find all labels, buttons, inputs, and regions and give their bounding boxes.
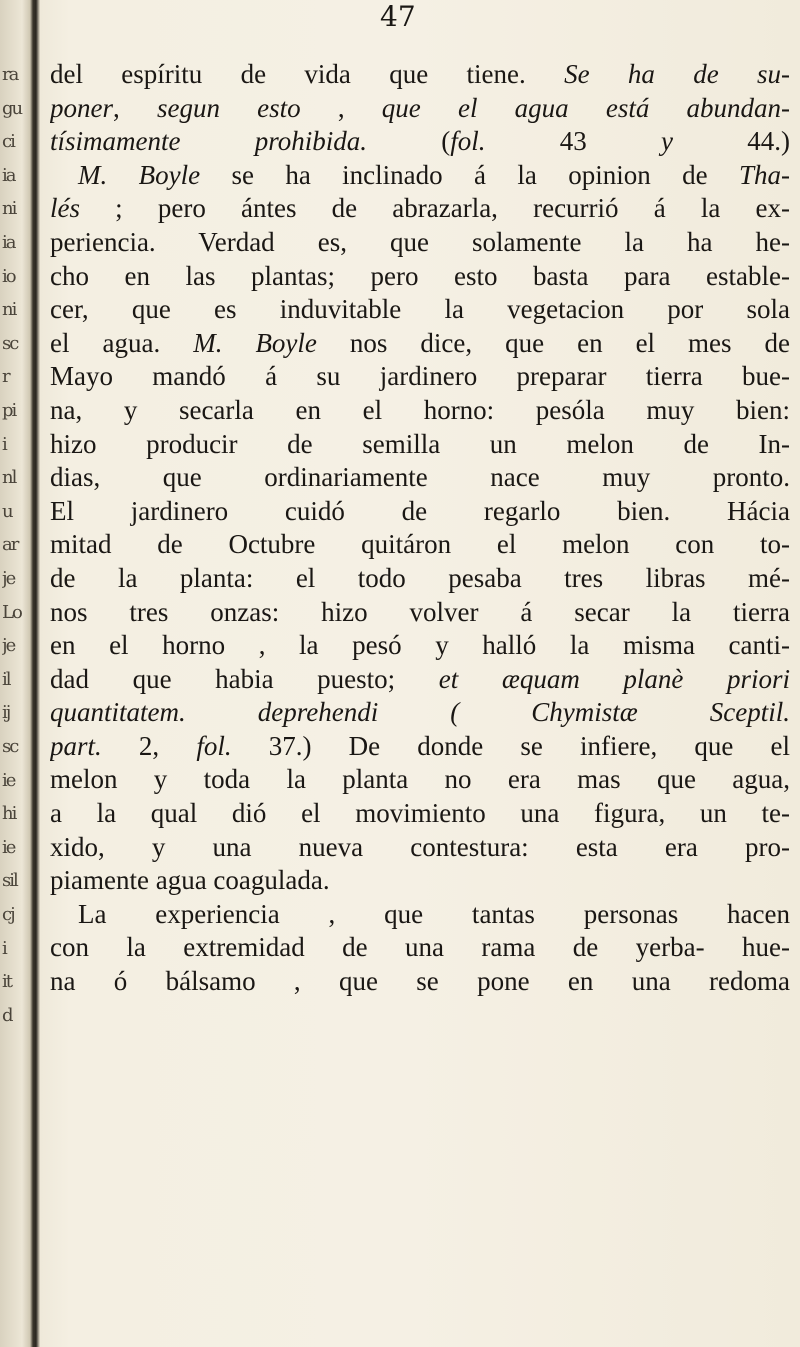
roman-text: na, y secarla en el horno: pesóla muy bien: — [50, 394, 790, 425]
gutter-fragment: ci — [2, 133, 14, 152]
gutter-fragment: ia — [2, 234, 15, 252]
text-line — [50, 260, 790, 294]
page-number: 47 — [380, 0, 416, 33]
gutter-fragment: Lo — [2, 603, 21, 622]
gutter-fragment: ra — [2, 66, 18, 84]
gutter-fragment: pi — [2, 402, 16, 420]
roman-text: La experiencia , que tantas personas hacen — [78, 898, 790, 929]
gutter-fragment: ni — [2, 200, 16, 219]
gutter-fragment: it — [2, 973, 11, 992]
roman-text: El jardinero cuidó de regarlo bien. Hácia — [50, 495, 790, 526]
body-text — [50, 58, 790, 999]
roman-text: dad que habia puesto; — [50, 663, 439, 694]
roman-text: melon y toda la planta no era mas que agua, — [50, 764, 790, 795]
italic-text: M. Boyle — [78, 159, 201, 190]
text-line — [50, 428, 790, 462]
text-line — [50, 125, 790, 159]
italic-text: quantitatem. deprehendi ( Chymistæ Sceptil. — [50, 697, 790, 728]
text-line — [50, 327, 790, 361]
text-line — [50, 293, 790, 327]
text-line — [50, 528, 790, 562]
text-line — [50, 226, 790, 260]
text-line — [50, 92, 790, 126]
text-line — [50, 831, 790, 865]
roman-text: de la planta: el todo pesaba tres libras mé- — [50, 562, 790, 593]
gutter-fragment: je — [2, 570, 15, 588]
gutter-fragment: i — [2, 435, 6, 454]
book-gutter — [0, 0, 40, 1347]
text-line — [50, 596, 790, 630]
roman-text: nos tres onzas: hizo volver á secar la tierra — [50, 596, 790, 627]
roman-text: periencia. Verdad es, que solamente la ha he- — [50, 226, 790, 257]
italic-text: et æquam planè priori — [438, 663, 790, 694]
gutter-fragment: gu — [2, 99, 22, 118]
text-line — [50, 763, 790, 797]
roman-text: cho en las plantas; pero esto basta para estable- — [50, 260, 790, 291]
gutter-fragment: sil — [2, 872, 17, 891]
roman-text: cer, que es induvitable la vegetacion por sola — [50, 294, 790, 325]
gutter-fragment: nl — [2, 469, 16, 488]
text-line — [50, 696, 790, 730]
gutter-fragment: ie — [2, 838, 15, 857]
italic-text: Se ha de su- — [564, 59, 790, 89]
gutter-fragment: d — [2, 1006, 12, 1025]
gutter-fragment: ij — [2, 704, 10, 723]
roman-text: mitad de Octubre quitáron el melon con to- — [50, 529, 790, 560]
gutter-fragment: ni — [2, 301, 16, 320]
text-line — [50, 159, 790, 193]
roman-text: piamente agua coagulada. — [50, 865, 330, 896]
gutter-fragment: ar — [2, 536, 18, 555]
text-line — [50, 461, 790, 495]
text-line — [50, 360, 790, 394]
text-line — [50, 931, 790, 965]
italic-text: tísimamente prohibida. — [50, 126, 367, 157]
text-line — [50, 663, 790, 697]
roman-text: 2, — [101, 730, 197, 761]
roman-text: hizo producir de semilla un melon de In- — [50, 428, 790, 459]
roman-text: , — [113, 92, 157, 123]
roman-text: ; pero ántes de abrazarla, recurrió á la ex- — [80, 193, 790, 224]
gutter-fragment: ia — [2, 166, 15, 185]
roman-text: ( — [367, 126, 451, 157]
text-line — [50, 192, 790, 226]
italic-text: poner — [50, 92, 113, 123]
italic-text: fol. — [196, 730, 232, 761]
italic-text: lés — [50, 193, 80, 224]
roman-text: a la qual dió el movimiento una figura, un te- — [50, 798, 790, 829]
italic-text: Tha- — [738, 159, 790, 190]
gutter-fragment: cj — [2, 906, 14, 924]
roman-text: con la extremidad de una rama de yerba- hue- — [50, 932, 790, 963]
text-line — [50, 864, 790, 898]
roman-text: 44.) — [673, 126, 790, 157]
roman-text: Mayo mandó á su jardinero preparar tierra bue- — [50, 361, 790, 392]
italic-text: fol. — [450, 126, 486, 157]
roman-text: se ha inclinado á la opinion de — [200, 159, 739, 190]
gutter-fragment: io — [2, 267, 15, 286]
roman-text: 43 — [485, 126, 662, 157]
gutter-fragment: u — [2, 502, 12, 521]
gutter-fragment: sc — [2, 738, 18, 756]
text-line — [50, 898, 790, 932]
text-line — [50, 394, 790, 428]
gutter-fragment: r — [2, 368, 9, 387]
gutter-fragment: hi — [2, 805, 16, 824]
italic-text: part. — [50, 730, 102, 761]
text-line — [50, 58, 790, 92]
italic-text: que el agua está abundan- — [381, 92, 790, 123]
italic-text: y — [661, 126, 673, 157]
italic-text: M. Boyle — [193, 327, 317, 358]
roman-text: xido, y una nueva contestura: esta era pro- — [50, 831, 790, 862]
text-line — [50, 495, 790, 529]
roman-text: dias, que ordinariamente nace muy pronto. — [50, 462, 790, 493]
roman-text: na ó bálsamo , que se pone en una redoma — [50, 966, 790, 997]
gutter-fragment: i — [2, 939, 6, 958]
roman-text: nos dice, que en el mes de — [316, 327, 790, 358]
roman-text: del espíritu de vida que tiene. — [50, 59, 565, 89]
text-line — [50, 730, 790, 764]
text-line — [50, 629, 790, 663]
roman-text: el agua. — [50, 327, 194, 358]
italic-text: segun esto — [156, 92, 301, 123]
gutter-fragment: ie — [2, 771, 15, 790]
roman-text: en el horno , la pesó y halló la misma canti- — [50, 630, 790, 661]
gutter-fragment: sc — [2, 334, 18, 353]
gutter-fragment: il — [2, 670, 10, 689]
roman-text: , — [300, 92, 382, 123]
gutter-fragment: je — [2, 637, 15, 656]
roman-text: 37.) De donde se infiere, que el — [231, 730, 790, 761]
text-line — [50, 965, 790, 999]
text-line — [50, 797, 790, 831]
text-line — [50, 562, 790, 596]
